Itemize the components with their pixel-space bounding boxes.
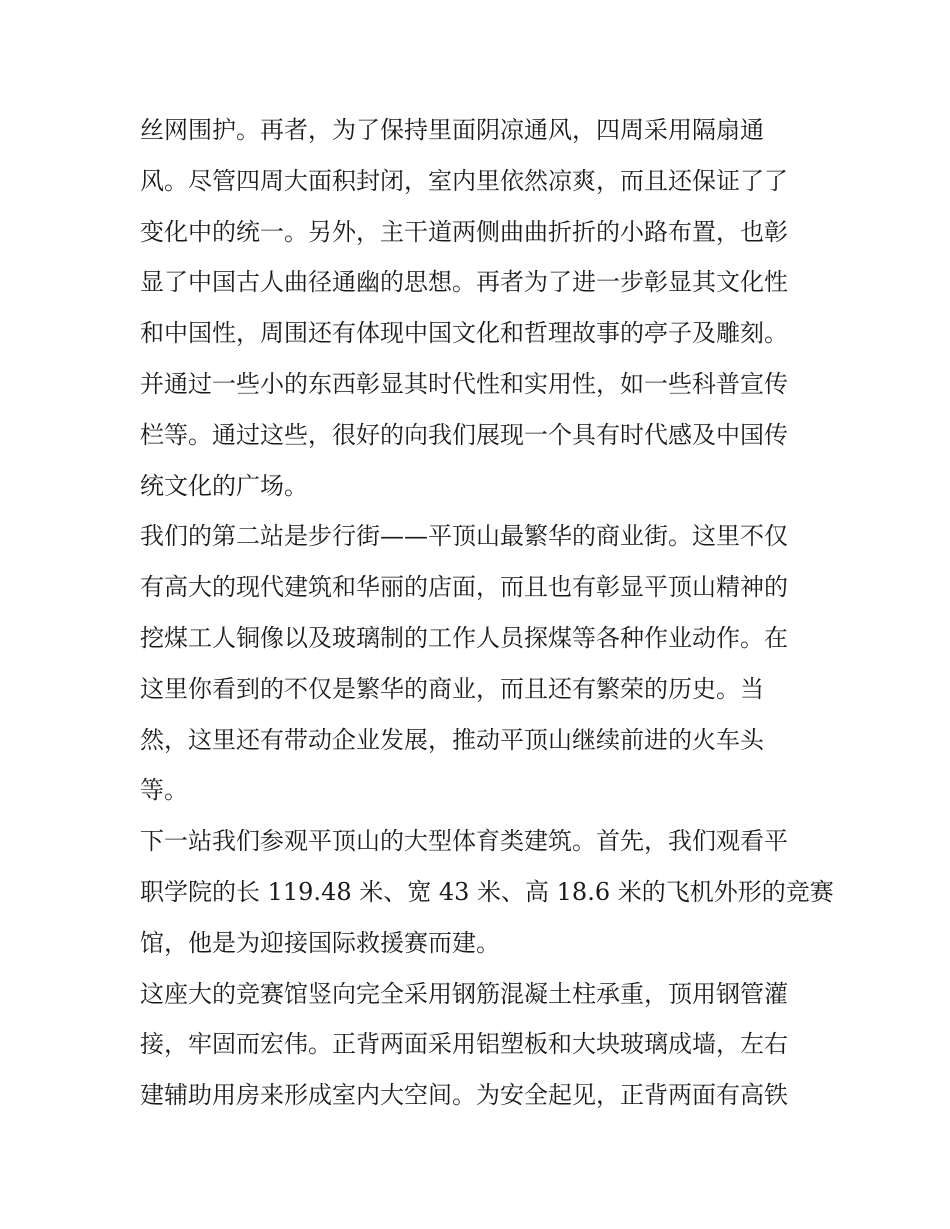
body-text (140, 105, 834, 1121)
text-line: 建辅助用房来形成室内大空间。为安全起见，正背两面有高铁 (140, 1081, 788, 1110)
text-line: 接，牢固而宏伟。正背两面采用铝塑板和大块玻璃成墙，左右 (140, 1030, 788, 1059)
text-line: 变化中的统一。另外，主干道两侧曲曲折折的小路布置，也彰 (140, 217, 788, 246)
text-line: 我们的第二站是步行街——平顶山最繁华的商业街。这里不仅 (140, 522, 788, 551)
text-line: 显了中国古人曲径通幽的思想。再者为了进一步彰显其文化性 (140, 268, 788, 297)
text-line: 有高大的现代建筑和华丽的店面，而且也有彰显平顶山精神的 (140, 573, 788, 602)
text-line: 下一站我们参观平顶山的大型体育类建筑。首先，我们观看平 (140, 827, 788, 856)
text-line: 然，这里还有带动企业发展，推动平顶山继续前进的火车头 (140, 725, 764, 754)
text-line: 风。尽管四周大面积封闭，室内里依然凉爽，而且还保证了了 (140, 166, 788, 195)
text-line: 挖煤工人铜像以及玻璃制的工作人员探煤等各种作业动作。在 (140, 623, 788, 652)
text-line: 馆，他是为迎接国际救援赛而建。 (140, 928, 500, 957)
text-line: 并通过一些小的东西彰显其时代性和实用性，如一些科普宣传 (140, 369, 788, 398)
text-line: 统文化的广场。 (140, 471, 308, 500)
text-line: 栏等。通过这些，很好的向我们展现一个具有时代感及中国传 (140, 420, 788, 449)
text-line: 丝网围护。再者，为了保持里面阴凉通风，四周采用隔扇通 (140, 116, 764, 144)
text-line: 这座大的竞赛馆竖向完全采用钢筋混凝土柱承重，顶用钢管灌 (140, 979, 788, 1008)
text-line: 等。 (140, 776, 188, 805)
text-line: 这里你看到的不仅是繁华的商业，而且还有繁荣的历史。当 (140, 674, 764, 703)
text-line: 和中国性，周围还有体现中国文化和哲理故事的亭子及雕刻。 (140, 319, 788, 348)
text-line: 职学院的长 119.48 米、宽 43 米、高 18.6 米的飞机外形的竞赛 (140, 877, 834, 906)
